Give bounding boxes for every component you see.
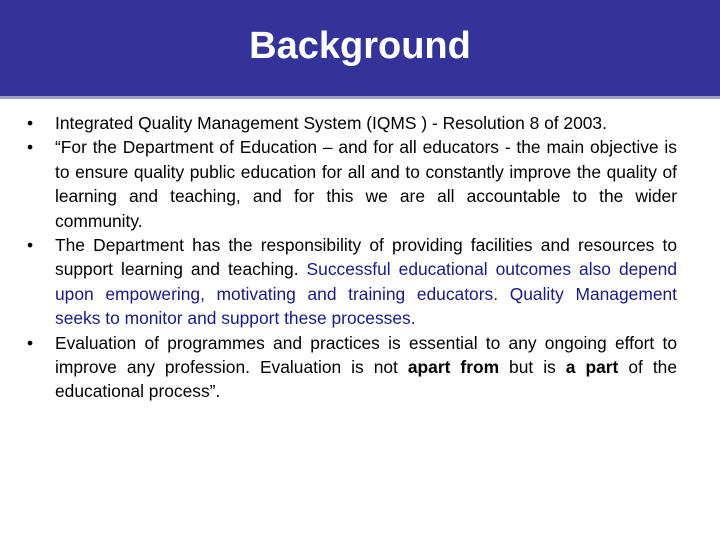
bullet-marker: • — [27, 332, 34, 353]
bullet-marker: • — [27, 137, 34, 158]
bullet-text — [55, 331, 677, 404]
bullet-item-3 — [27, 233, 677, 331]
bullet-text: Integrated Quality Management System (IQMS ) - Resolution 8 of 2003. — [55, 113, 607, 133]
bullet-text-part: The Department has the responsibility of providing facilities and resources to support learning and teaching. — [55, 235, 677, 280]
title-bar — [0, 0, 720, 96]
bullet-text-part: Evaluation of programmes and practices is essential to any ongoing effort to improve any profession. Evaluation is not — [55, 332, 677, 378]
bullet-text-part: but is — [499, 357, 566, 378]
bold-text: apart from — [407, 357, 500, 378]
highlighted-text: Successful educational outcomes also depend upon empowering, motivating and training educators. Quality Management seeks to monitor and support these processes. — [55, 259, 677, 329]
bullet-marker: • — [27, 235, 34, 256]
bullet-text — [55, 233, 677, 331]
bullet-text-part: of the educational process”. — [55, 357, 677, 402]
slide-title: Background — [249, 24, 471, 67]
title-divider — [0, 96, 720, 99]
bullet-item-2 — [27, 135, 677, 233]
bullet-item-4 — [27, 331, 677, 404]
bullet-text: “For the Department of Education – and for all educators - the main objective is to ensure quality public education for all and to constantly improve the quality of learning and teaching, and for this we are all accountable to the wider community. — [55, 137, 677, 231]
bullet-list — [27, 111, 677, 404]
bullet-item-1 — [27, 111, 677, 135]
bullet-marker: • — [27, 113, 34, 133]
bold-text: a part — [565, 357, 619, 378]
